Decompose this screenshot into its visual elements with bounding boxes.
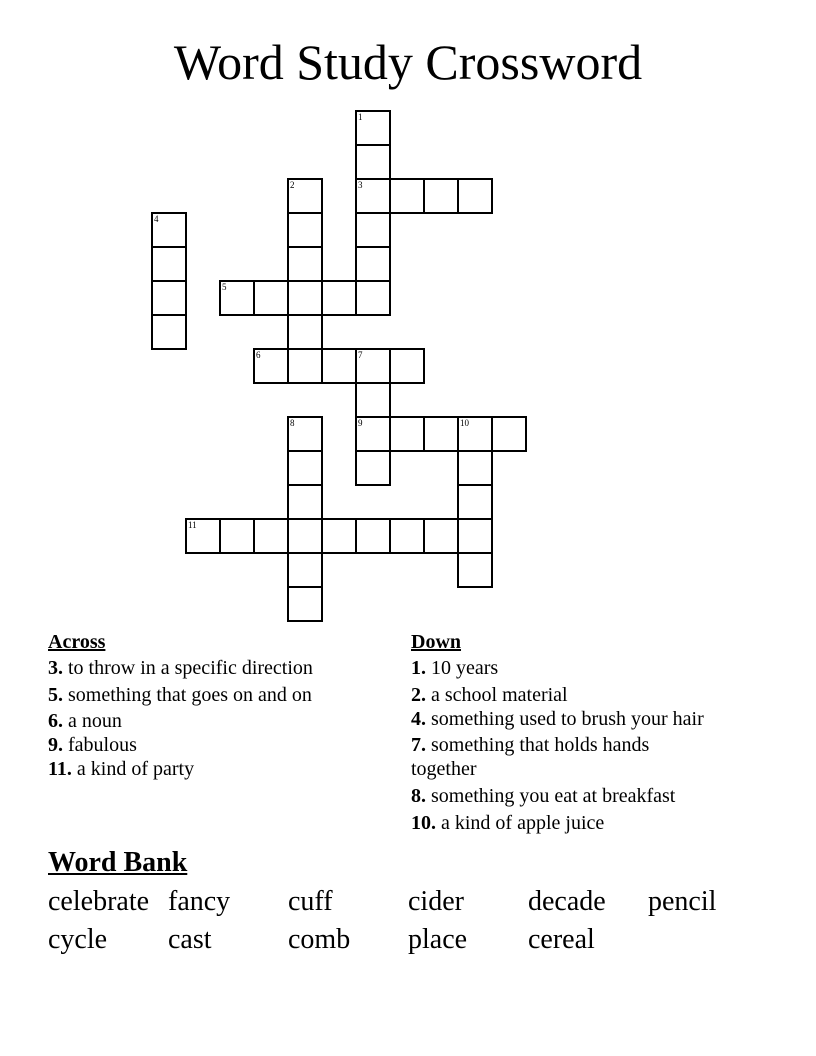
across-clues — [48, 630, 393, 781]
clue-number: 6. — [48, 710, 63, 732]
grid-cell[interactable] — [423, 178, 459, 214]
grid-cell[interactable] — [457, 484, 493, 520]
grid-cell[interactable] — [287, 416, 323, 452]
grid-cell[interactable] — [287, 586, 323, 622]
grid-cell[interactable] — [287, 348, 323, 384]
clue-number: 4. — [411, 708, 426, 730]
grid-cell[interactable] — [389, 416, 425, 452]
clue-number: 9. — [48, 734, 63, 756]
clue-text: a kind of party — [71, 758, 195, 780]
grid-cell[interactable] — [287, 178, 323, 214]
word-bank-word: fancy — [168, 886, 231, 917]
grid-cell[interactable] — [287, 450, 323, 486]
grid-cell[interactable] — [219, 518, 255, 554]
cell-number: 1 — [358, 112, 363, 122]
grid-cell[interactable] — [219, 280, 255, 316]
word-bank-word: place — [408, 924, 468, 955]
grid-cell[interactable] — [287, 246, 323, 282]
grid-cell[interactable] — [185, 518, 221, 554]
grid-cell[interactable] — [355, 212, 391, 248]
grid-cell[interactable] — [457, 416, 493, 452]
clue-down-2 — [411, 683, 756, 707]
word-bank-word: cuff — [288, 886, 333, 917]
clue-across-3 — [48, 656, 393, 680]
grid-cell[interactable] — [287, 484, 323, 520]
clue-text: a kind of apple juice — [436, 812, 605, 834]
clue-number: 7. — [411, 734, 426, 756]
clue-text: 10 years — [426, 657, 499, 679]
grid-cell[interactable] — [355, 416, 391, 452]
grid-cell[interactable] — [253, 518, 289, 554]
grid-cell[interactable] — [321, 518, 357, 554]
cell-number: 2 — [290, 180, 295, 190]
word-bank-word: cereal — [528, 924, 595, 955]
grid-cell[interactable] — [287, 280, 323, 316]
down-heading: Down — [411, 631, 462, 653]
clue-text: to throw in a specific direction — [63, 657, 313, 679]
grid-cell[interactable] — [457, 552, 493, 588]
clue-text: a noun — [63, 710, 122, 732]
word-bank-word: comb — [288, 924, 351, 955]
grid-cell[interactable] — [355, 382, 391, 418]
cell-number: 11 — [188, 520, 197, 530]
clue-down-10 — [411, 811, 756, 835]
clue-text: a school material — [426, 684, 568, 706]
grid-cell[interactable] — [287, 212, 323, 248]
word-bank-word: cycle — [48, 924, 108, 955]
grid-cell[interactable] — [151, 212, 187, 248]
clue-across-5 — [48, 683, 393, 707]
cell-number: 10 — [460, 418, 469, 428]
grid-cell[interactable] — [151, 280, 187, 316]
word-bank — [48, 884, 768, 960]
clue-number: 5. — [48, 684, 63, 706]
clue-number: 3. — [48, 657, 63, 679]
grid-cell[interactable] — [355, 518, 391, 554]
cell-number: 6 — [256, 350, 261, 360]
clue-down-4 — [411, 707, 756, 731]
grid-cell[interactable] — [151, 246, 187, 282]
grid-cell[interactable] — [389, 178, 425, 214]
clue-text: something used to brush your hair — [426, 708, 704, 730]
cell-number: 5 — [222, 282, 227, 292]
cell-number: 8 — [290, 418, 295, 428]
grid-cell[interactable] — [389, 348, 425, 384]
grid-cell[interactable] — [491, 416, 527, 452]
grid-cell[interactable] — [355, 280, 391, 316]
across-heading: Across — [48, 631, 106, 653]
word-bank-word: cider — [408, 886, 464, 917]
grid-cell[interactable] — [355, 246, 391, 282]
word-bank-word: decade — [528, 886, 606, 917]
grid-cell[interactable] — [355, 348, 391, 384]
clue-text: something that goes on and on — [63, 684, 312, 706]
grid-cell[interactable] — [423, 518, 459, 554]
clue-text: something you eat at breakfast — [426, 785, 676, 807]
grid-cell[interactable] — [287, 518, 323, 554]
cell-number: 3 — [358, 180, 363, 190]
grid-cell[interactable] — [355, 450, 391, 486]
grid-cell[interactable] — [355, 110, 391, 146]
clue-down-8 — [411, 784, 756, 808]
clue-number: 10. — [411, 812, 436, 834]
grid-cell[interactable] — [321, 280, 357, 316]
clue-number: 8. — [411, 785, 426, 807]
word-bank-word: pencil — [648, 886, 717, 917]
cell-number: 9 — [358, 418, 363, 428]
clue-text: something that holds hands together — [411, 734, 650, 780]
cell-number: 7 — [358, 350, 363, 360]
grid-cell[interactable] — [253, 280, 289, 316]
clue-across-11 — [48, 757, 393, 781]
grid-cell[interactable] — [423, 416, 459, 452]
page-title: Word Study Crossword — [173, 34, 643, 90]
grid-cell[interactable] — [457, 178, 493, 214]
clue-across-6 — [48, 709, 393, 733]
clue-down-1 — [411, 656, 756, 680]
clue-text: fabulous — [63, 734, 137, 756]
down-clues — [411, 630, 756, 835]
cell-number: 4 — [154, 214, 159, 224]
grid-cell[interactable] — [355, 144, 391, 180]
grid-cell[interactable] — [151, 314, 187, 350]
clue-across-9 — [48, 733, 393, 757]
clue-number: 1. — [411, 657, 426, 679]
clue-number: 2. — [411, 684, 426, 706]
grid-cell[interactable] — [253, 348, 289, 384]
word-bank-word: celebrate — [48, 886, 150, 917]
word-bank-word: cast — [168, 924, 212, 955]
grid-cell[interactable] — [457, 450, 493, 486]
grid-cell[interactable] — [321, 348, 357, 384]
clue-number: 11. — [48, 758, 72, 780]
grid-cell[interactable] — [287, 552, 323, 588]
grid-cell[interactable] — [355, 178, 391, 214]
clue-down-7 — [411, 733, 691, 781]
word-bank-title: Word Bank — [48, 847, 188, 878]
grid-cell[interactable] — [457, 518, 493, 554]
grid-cell[interactable] — [287, 314, 323, 350]
grid-cell[interactable] — [389, 518, 425, 554]
